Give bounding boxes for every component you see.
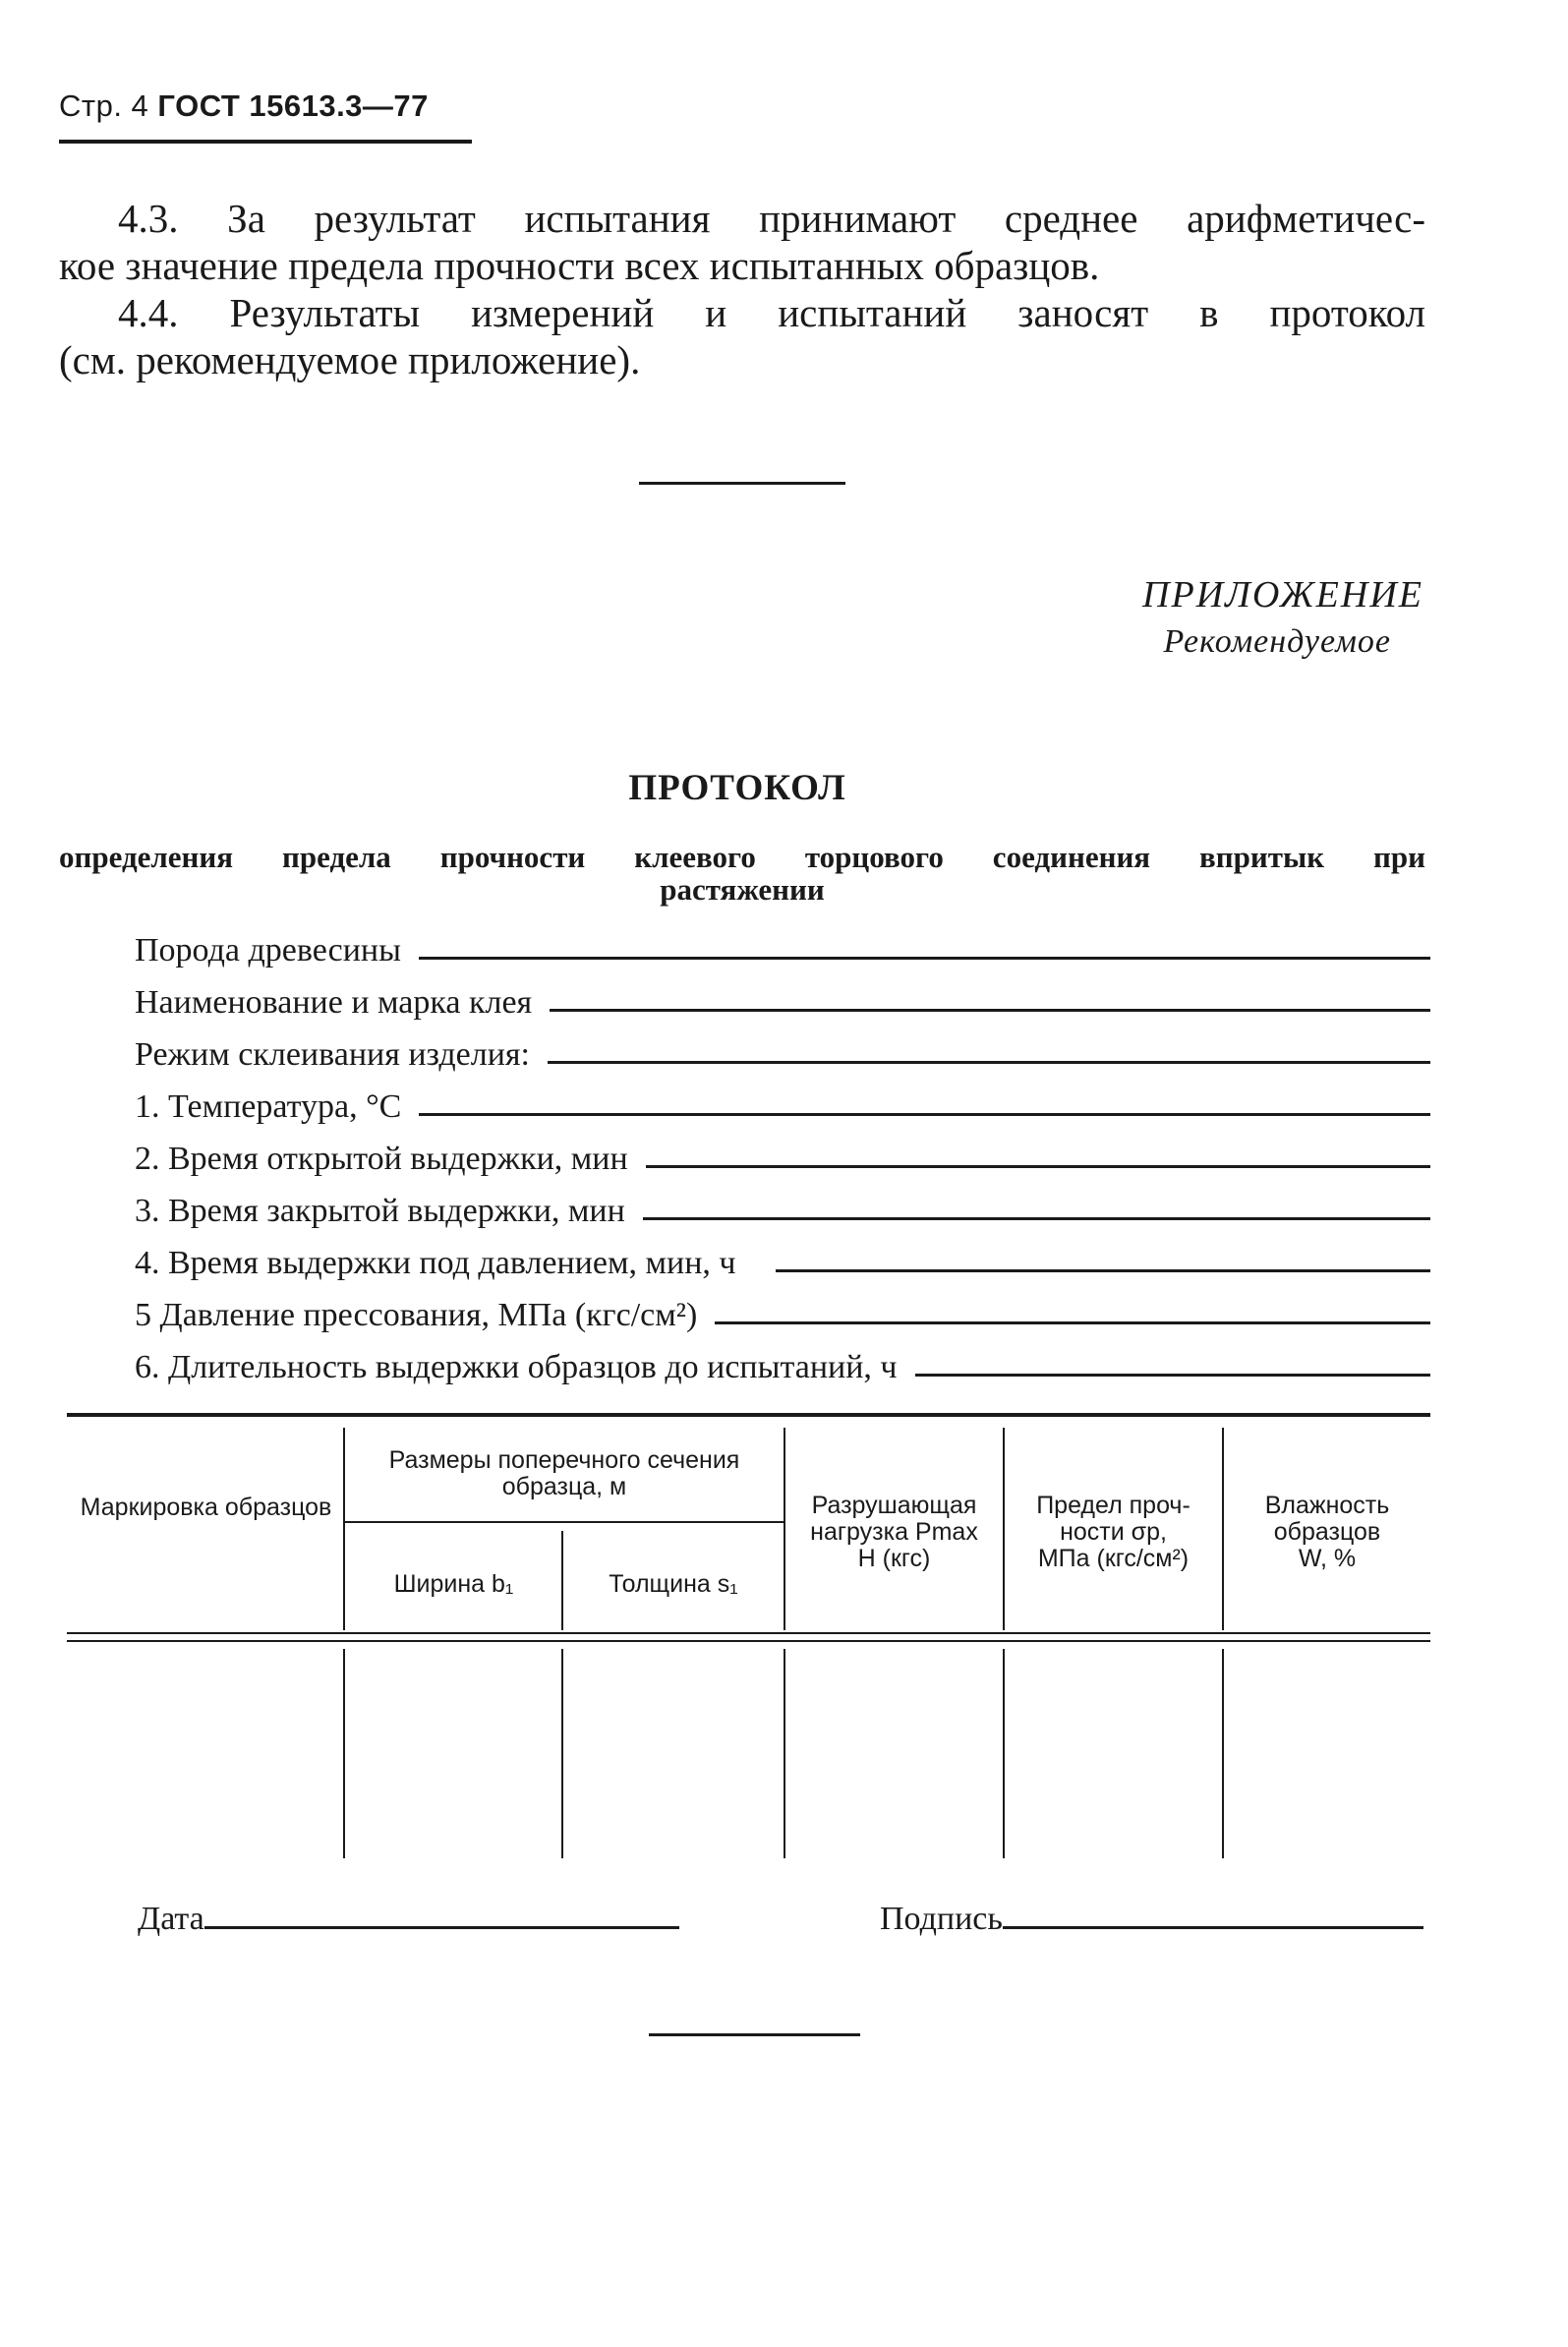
header-breaking-load-3: Н (кгс): [857, 1545, 931, 1572]
paragraph-4-4: [59, 289, 1425, 383]
table-top-rule: [67, 1413, 1430, 1417]
paragraph-4-4-line1: 4.4. Результаты измерений и испытаний заносят в протокол: [118, 290, 1425, 335]
signature-label: Подпись: [880, 1901, 1003, 1937]
field-holding-duration: [135, 1349, 1430, 1386]
table-body-vline-5: [1222, 1649, 1224, 1858]
table-vline-1: [343, 1428, 345, 1630]
header-moisture: [1224, 1493, 1430, 1572]
header-rule: [59, 140, 472, 144]
header-breaking-load: [785, 1493, 1003, 1572]
header-thickness: Толщина s₁: [609, 1570, 738, 1598]
header-section-size: Размеры поперечного сечения образца, м: [388, 1446, 740, 1500]
field-closed-time: [135, 1193, 1430, 1230]
fill-line: [419, 1113, 1430, 1116]
field-glue-name: [135, 984, 1430, 1022]
header-breaking-load-1: Разрушающая: [811, 1492, 977, 1519]
field-label: Режим склеивания изделия:: [135, 1036, 530, 1073]
header-tensile-strength-2: ности σp,: [1060, 1518, 1167, 1546]
header-moisture-2: образцов: [1273, 1518, 1381, 1546]
header-moisture-1: Влажность: [1264, 1492, 1390, 1519]
field-open-time: [135, 1141, 1430, 1178]
table-header-rule-2: [67, 1640, 1430, 1642]
field-label: Порода древесины: [135, 932, 401, 968]
section-divider: [639, 482, 845, 485]
date-label: Дата: [138, 1901, 204, 1937]
fill-line: [548, 1061, 1430, 1064]
paragraph-4-4-line2: (см. рекомендуемое приложение).: [59, 337, 641, 382]
fill-line: [776, 1269, 1431, 1272]
field-label: Наименование и марка клея: [135, 984, 533, 1021]
table-body-vline-3: [784, 1649, 785, 1858]
protocol-subtitle-line2: растяжении: [660, 872, 825, 907]
field-pressure-time: [135, 1245, 1430, 1282]
date-field: [138, 1901, 679, 1938]
field-label: 3. Время закрытой выдержки, мин: [135, 1193, 625, 1229]
field-gluing-mode: [135, 1036, 1430, 1074]
page-header: [59, 88, 429, 124]
table-vline-2: [561, 1531, 563, 1630]
fill-line: [550, 1009, 1430, 1012]
fill-line: [643, 1217, 1430, 1220]
field-press-pressure: [135, 1297, 1430, 1334]
date-line: [204, 1926, 679, 1929]
field-wood-species: [135, 932, 1430, 969]
table-body-vline-1: [343, 1649, 345, 1858]
field-label: 5 Давление прессования, МПа (кгс/см²): [135, 1297, 698, 1333]
header-tensile-strength-3: МПа (кгс/см²): [1037, 1545, 1190, 1572]
fill-line: [419, 957, 1430, 960]
fill-line: [715, 1321, 1430, 1324]
header-breaking-load-2: нагрузка Pmax: [810, 1518, 978, 1546]
protocol-title: ПРОТОКОЛ: [628, 768, 846, 808]
header-moisture-3: W, %: [1298, 1545, 1357, 1572]
appendix-title: ПРИЛОЖЕНИЕ: [1142, 574, 1423, 616]
header-tensile-strength: [1005, 1493, 1222, 1572]
page-number: Стр. 4: [59, 88, 149, 123]
standard-code: ГОСТ 15613.3—77: [157, 88, 429, 123]
protocol-subtitle: [59, 841, 1425, 906]
field-temperature: [135, 1088, 1430, 1126]
field-label: 6. Длительность выдержки образцов до испытаний, ч: [135, 1349, 898, 1385]
table-body-vline-4: [1003, 1649, 1005, 1858]
signature-line: [1003, 1926, 1423, 1929]
paragraph-4-3-line2: кое значение предела прочности всех испытанных образцов.: [59, 243, 1100, 288]
paragraph-4-3: [59, 195, 1425, 289]
fill-line: [915, 1374, 1430, 1377]
protocol-subtitle-line1: определения предела прочности клеевого торцового соединения впритык при: [59, 840, 1425, 874]
field-label: 2. Время открытой выдержки, мин: [135, 1141, 628, 1177]
table-body-vline-2: [561, 1649, 563, 1858]
appendix-subtitle: Рекомендуемое: [1163, 623, 1391, 660]
fill-line: [646, 1165, 1430, 1168]
header-marking: Маркировка образцов: [80, 1494, 332, 1521]
bottom-divider: [649, 2033, 860, 2036]
signature-field: [880, 1901, 1423, 1938]
table-header-rule-1: [67, 1632, 1430, 1634]
header-tensile-strength-1: Предел проч-: [1036, 1492, 1191, 1519]
field-label: 1. Температура, °С: [135, 1088, 402, 1125]
table-subheader-rule: [345, 1521, 784, 1523]
field-label: 4. Время выдержки под давлением, мин, ч: [135, 1245, 736, 1281]
header-width: Ширина b₁: [393, 1570, 514, 1598]
paragraph-4-3-line1: 4.3. За результат испытания принимают среднее арифметичес-: [118, 196, 1425, 241]
